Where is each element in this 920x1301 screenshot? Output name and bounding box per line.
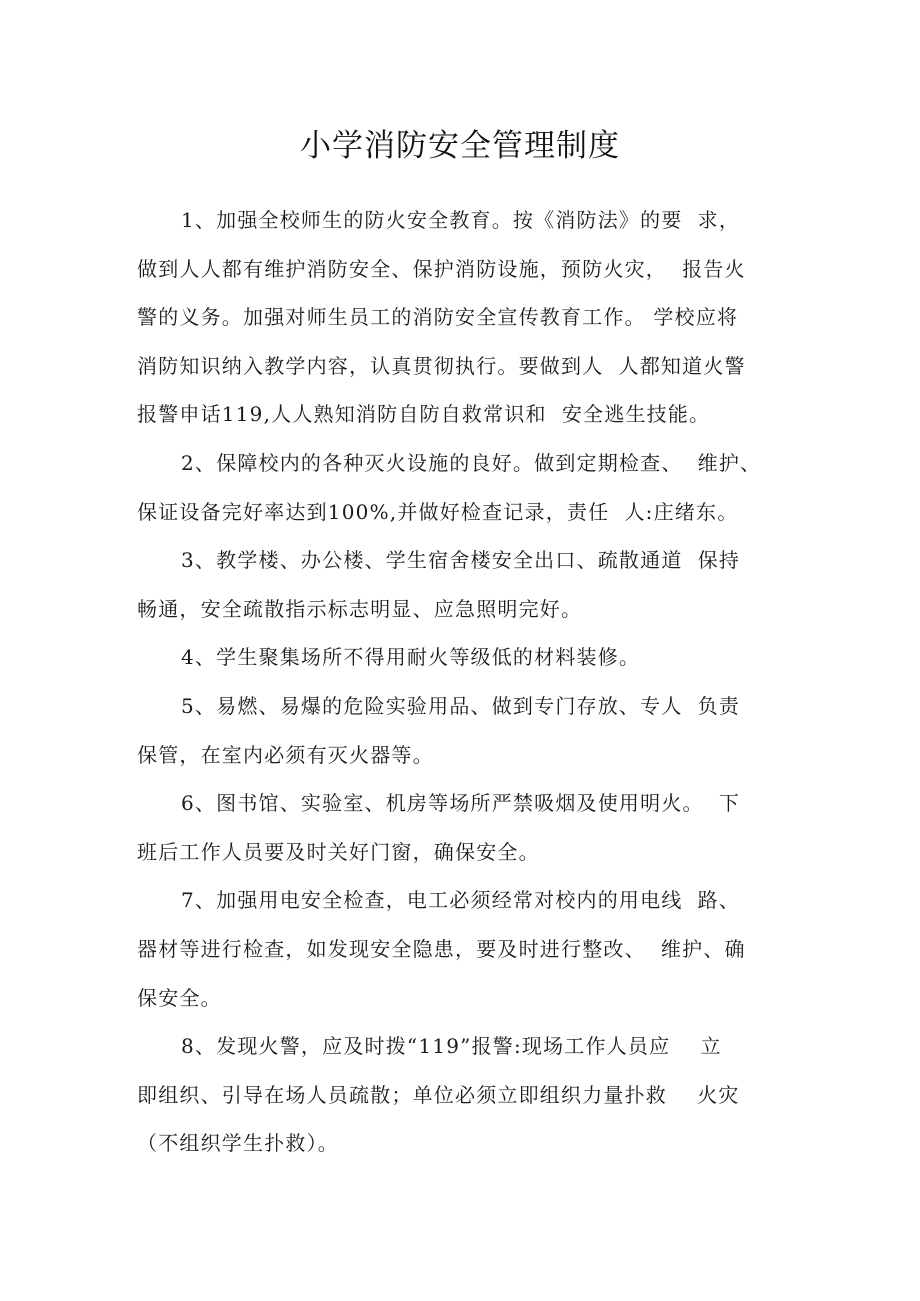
paragraph-line: 报警申话119,人人熟知消防自防自救常识和 安全逃生技能。	[137, 402, 711, 427]
paragraph-3	[137, 536, 797, 633]
paragraph-6	[137, 779, 797, 876]
paragraph-line: 警的义务。加强对师生员工的消防安全宣传教育工作。 学校应将	[137, 305, 739, 330]
paragraph-line: 1、加强全校师生的防火安全教育。按《消防法》的要 求，	[181, 208, 741, 232]
paragraph-line: 班后工作人员要及时关好门窗，确保安全。	[137, 839, 540, 864]
paragraph-4	[137, 633, 797, 682]
paragraph-line: 3、教学楼、办公楼、学生宿舍楼安全出口、疏散通道 保持	[181, 548, 741, 573]
paragraph-line: 做到人人都有维护消防安全、保护消防设施，预防火灾， 报告火	[137, 256, 746, 281]
paragraph-line: 8、发现火警，应及时拨“119”报警:现场工作人员应 立	[181, 1034, 722, 1059]
document-body	[137, 196, 797, 1168]
paragraph-2	[137, 439, 797, 536]
paragraph-line: 6、图书馆、实验室、机房等场所严禁吸烟及使用明火。 下	[181, 791, 741, 816]
paragraph-7	[137, 876, 797, 1022]
paragraph-line: （不组织学生扑救）。	[137, 1131, 339, 1156]
paragraph-5	[137, 682, 797, 779]
paragraph-line: 4、学生聚集场所不得用耐火等级低的材料装修。	[181, 645, 641, 670]
paragraph-line: 即组织、引导在场人员疏散；单位必须立即组织力量扑救 火灾	[137, 1082, 740, 1107]
paragraph-line: 5、易燃、易爆的危险实验用品、做到专门存放、专人 负责	[181, 693, 741, 718]
paragraph-line: 器材等进行检查，如发现安全隐患，要及时进行整改、 维护、确	[137, 936, 746, 961]
document-title: 小学消防安全管理制度	[300, 128, 620, 164]
paragraph-1	[137, 196, 797, 439]
paragraph-line: 消防知识纳入教学内容，认真贯彻执行。要做到人 人都知道火警	[137, 353, 746, 378]
paragraph-line: 保证设备完好率达到100%,并做好检查记录，责任 人:庄绪东。	[137, 499, 739, 524]
paragraph-line: 7、加强用电安全检查，电工必须经常对校内的用电线 路、	[181, 888, 741, 913]
paragraph-line: 2、保障校内的各种灭火设施的良好。做到定期检查、 维护、	[181, 450, 762, 475]
paragraph-line: 畅通，安全疏散指示标志明显、应急照明完好。	[137, 596, 583, 621]
paragraph-8	[137, 1022, 797, 1168]
paragraph-line: 保管，在室内必须有灭火器等。	[137, 742, 434, 767]
paragraph-line: 保安全。	[137, 985, 222, 1010]
